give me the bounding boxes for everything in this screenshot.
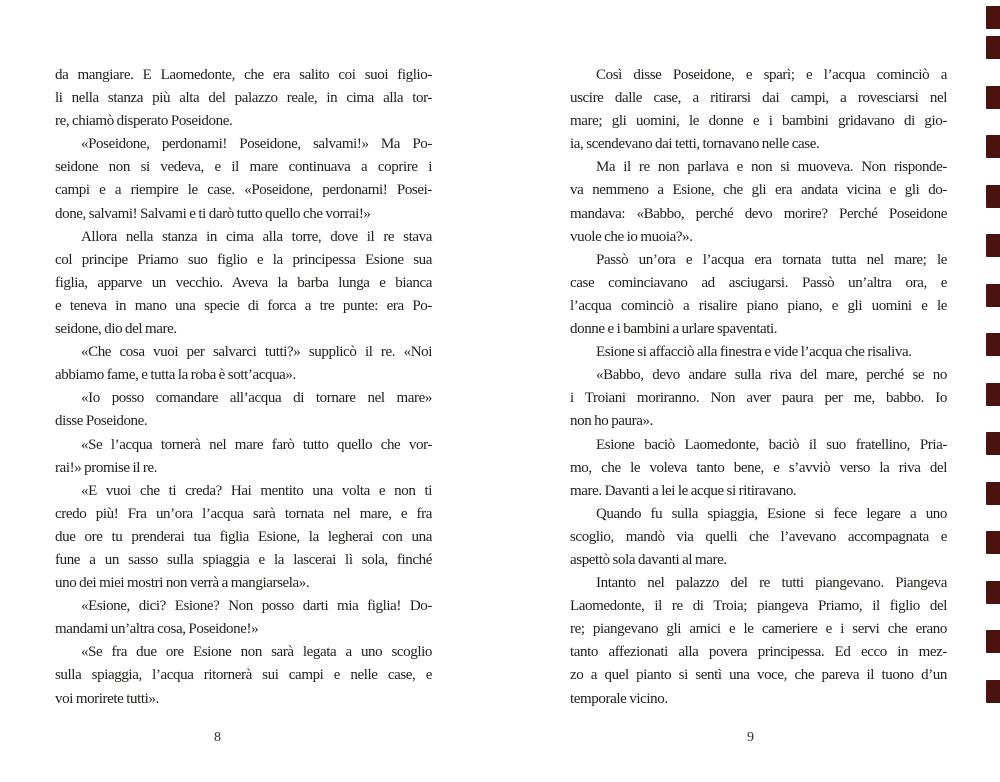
page-number-left: 8 — [214, 730, 221, 745]
text-line: i Troiani moriranno. Non aver paura per me, babbo. Io — [570, 390, 947, 407]
text-line: «Babbo, devo andare sulla riva del mare, perché se no — [596, 367, 947, 384]
text-line: mare. Davanti a lei le acque si ritiravano. — [570, 482, 797, 499]
text-line: Laomedonte, il re di Troia; piangeva Priamo, il figlio del — [570, 598, 947, 615]
text-line: l’acqua cominciò a risalire piano piano, e gli uomini e le — [570, 297, 947, 314]
text-line: «Poseidone, perdonami! Poseidone, salvami!» Ma Po- — [81, 136, 432, 153]
paragraph — [55, 434, 432, 480]
text-line: mandava: «Babbo, perché devo morire? Perché Poseidone — [570, 205, 947, 222]
text-line: rai!» promise il re. — [55, 459, 158, 476]
page-edge-tab-icon — [986, 630, 1000, 653]
text-line: seidone, dio del mare. — [55, 321, 177, 338]
text-line: «Che cosa vuoi per salvarci tutti?» supplicò il re. «Noi — [81, 344, 432, 361]
text-line: uscire dalle case, a ritirarsi dai campi, a rovesciarsi nel — [570, 90, 947, 107]
paragraph — [570, 434, 947, 503]
page-edge-tab-icon — [986, 284, 1000, 307]
text-line: sulla spiaggia, l’acqua ritornerà sui campi e nelle case, e — [55, 667, 432, 684]
text-line: mandami un’altra cosa, Poseidone!» — [55, 621, 259, 638]
text-line: «Se l’acqua tornerà nel mare farò tutto quello che vor- — [81, 436, 432, 453]
text-line: donne e i bambini a urlare spaventati. — [570, 321, 778, 338]
text-line: «E vuoi che ti creda? Hai mentito una volta e non ti — [81, 482, 432, 499]
page-edge-tab-icon — [986, 185, 1000, 208]
page-number-right: 9 — [747, 730, 754, 745]
text-line: mo, che le voleva tanto bene, e s’avviò verso la riva del — [570, 459, 947, 476]
text-line: campi e a riempire le case. «Poseidone, perdonami! Posei- — [55, 182, 432, 199]
text-line: fune a un sasso sulla spiaggia e la lascerai lì sola, finché — [55, 551, 432, 568]
text-line: uno dei miei mostri non verrà a mangiarsela». — [55, 575, 310, 592]
paragraph — [55, 387, 432, 433]
text-line: Passò un’ora e l’acqua era tornata tutta nel mare; le — [596, 251, 947, 268]
page-edge-tab-icon — [986, 86, 1000, 109]
paragraph — [570, 156, 947, 248]
paragraph — [570, 364, 947, 433]
paragraph — [55, 641, 432, 710]
text-line: scoglio, mandò via quelli che l’avevano accompagnata e — [570, 528, 947, 545]
text-line: «Io posso comandare all’acqua di tornare nel mare» — [81, 390, 432, 407]
page-edge-tab-icon — [986, 482, 1000, 505]
paragraph — [570, 572, 947, 711]
text-line: case cominciavano ad asciugarsi. Passò un’altra ora, e — [570, 274, 947, 291]
paragraph — [570, 503, 947, 572]
page-edge-tab-icon — [986, 680, 1000, 703]
text-line: e teneva in mano una specie di forca a tre punte: era Po- — [55, 297, 432, 314]
text-line: done, salvami! Salvami e ti darò tutto quello che vorrai!» — [55, 205, 371, 222]
text-line: Quando fu sulla spiaggia, Esione si fece legare a uno — [596, 505, 947, 522]
text-line: due ore tu prenderai tua figlia Esione, la legherai con una — [55, 528, 432, 545]
paragraph — [570, 341, 947, 364]
text-line: tanto affezionati alla povera principessa. Ed ecco in mez- — [570, 644, 947, 661]
text-line: abbiamo fame, e tutta la roba è sott’acqua». — [55, 367, 296, 384]
text-line: figlia, apparve un vecchio. Aveva la barba lunga e bianca — [55, 274, 432, 291]
page-edge-tab-icon — [986, 36, 1000, 59]
page-left — [55, 64, 432, 745]
paragraph — [570, 249, 947, 341]
text-line: Così disse Poseidone, e sparì; e l’acqua cominciò a — [596, 67, 947, 83]
page-edge-tab-icon — [986, 333, 1000, 356]
page-edge-tab-icon — [986, 581, 1000, 604]
paragraph — [55, 64, 432, 133]
text-line: da mangiare. E Laomedonte, che era salito coi suoi figlio- — [55, 67, 432, 83]
page-edge-tab-icon — [986, 383, 1000, 406]
text-line: aspettò sola davanti al mare. — [570, 551, 727, 568]
text-line: zo a quel pianto si sentì una voce, che pareva il tuono d’un — [570, 667, 947, 684]
paragraph — [55, 133, 432, 225]
text-line: re; piangevano gli amici e le cameriere e i servi che erano — [570, 621, 947, 638]
page-edge-tab-icon — [986, 234, 1000, 257]
text-line: mare; gli uomini, le donne e i bambini gridavano di gio- — [570, 113, 947, 130]
text-line: li nella stanza più alta del palazzo reale, in cima alla tor- — [55, 90, 432, 107]
text-line: vuole che io muoia?». — [570, 228, 693, 245]
paragraph — [55, 226, 432, 341]
paragraph — [55, 480, 432, 595]
text-line: col principe Priamo suo figlio e la principessa Esione sua — [55, 251, 432, 268]
page-right-text — [570, 64, 947, 711]
paragraph — [55, 595, 432, 641]
page-edge-tab-icon — [986, 135, 1000, 158]
text-line: voi morirete tutti». — [55, 690, 159, 707]
page-edge-tab-icon — [986, 531, 1000, 554]
text-line: Ma il re non parlava e non si muoveva. Non risponde- — [596, 159, 947, 176]
text-line: non ho paura». — [570, 413, 653, 430]
page-left-text — [55, 64, 432, 711]
text-line: re, chiamò disperato Poseidone. — [55, 113, 233, 130]
text-line: Esione baciò Laomedonte, baciò il suo fratellino, Pria- — [596, 436, 947, 453]
page-edge-tab-icon — [986, 6, 1000, 29]
text-line: «Se fra due ore Esione non sarà legata a uno scoglio — [81, 644, 432, 661]
text-line: temporale vicino. — [570, 690, 668, 707]
text-line: seidone non si vedeva, e il mare continuava a coprire i — [55, 159, 432, 176]
text-line: Allora nella stanza in cima alla torre, dove il re stava — [81, 228, 432, 245]
page-edge-tab-icon — [986, 432, 1000, 455]
text-line: ia, scendevano dai tetti, tornavano nelle case. — [570, 136, 820, 153]
text-line: credo più! Fra un’ora l’acqua sarà tornata nel mare, e fra — [55, 505, 432, 522]
text-line: Intanto nel palazzo del re tutti piangevano. Piangeva — [596, 575, 947, 592]
text-line: Esione si affacciò alla finestra e vide l’acqua che risaliva. — [596, 344, 912, 361]
paragraph — [55, 341, 432, 387]
text-line: «Esione, dici? Esione? Non posso darti mia figlia! Do- — [81, 598, 432, 615]
paragraph — [570, 64, 947, 156]
text-line: va nemmeno a Esione, che gli era andata vicina e gli do- — [570, 182, 947, 199]
text-line: disse Poseidone. — [55, 413, 148, 430]
page-right — [570, 64, 947, 745]
page-edge-tabs — [984, 0, 1000, 782]
